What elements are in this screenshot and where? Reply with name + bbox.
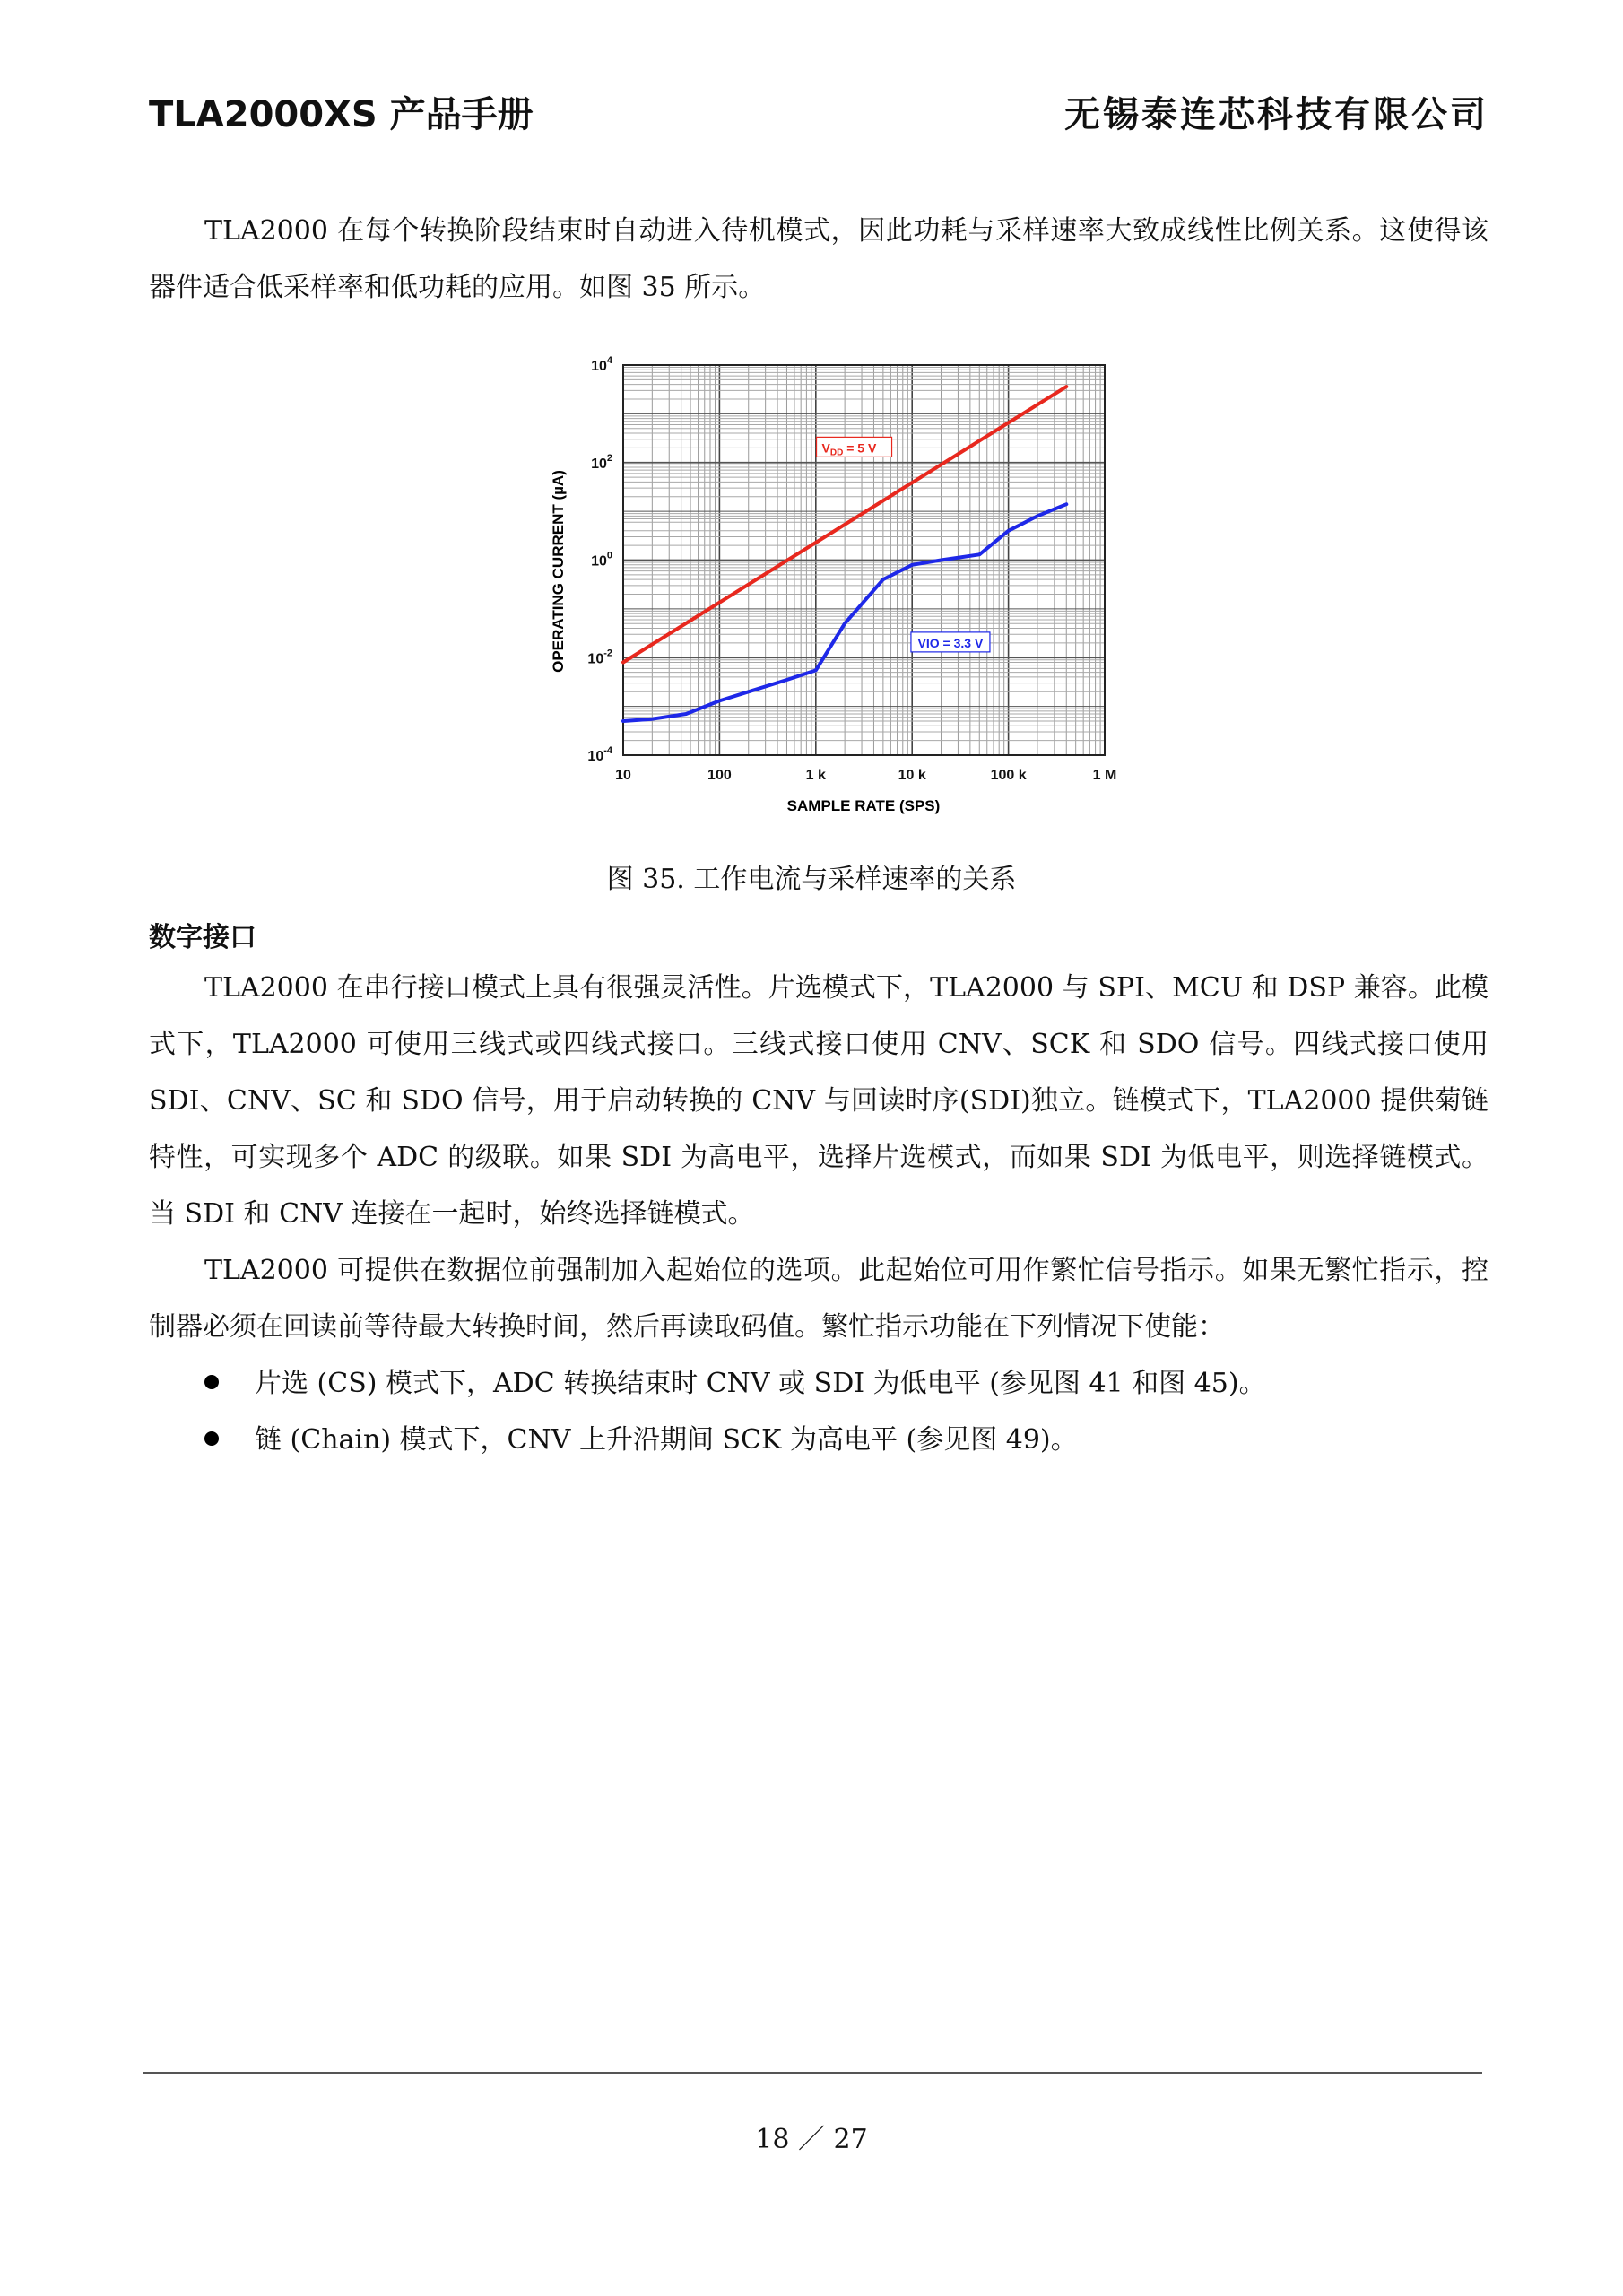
y-tick-label: $10^4$: [591, 355, 612, 374]
y-tick-label: $10^{-2}$: [587, 648, 612, 667]
x-tick-label: 100 k: [990, 768, 1027, 783]
y-tick-label: $10^{-4}$: [587, 745, 612, 764]
section-paragraph-2: TLA2000 可提供在数据位前强制加入起始位的选项。此起始位可用作繁忙信号指示。如果无繁忙指示，控制器必须在回读前等待最大转换时间，然后再读取码值。繁忙指示功能在下列情况下使能：: [149, 1255, 1488, 1343]
bullet-text: 链 (Chain) 模式下，CNV 上升沿期间 SCK 为高电平 (参见图 49)。: [255, 1424, 1078, 1456]
series-label-text: $V_{DD} = 5$ V: [821, 440, 877, 458]
x-tick-label: 10: [615, 768, 631, 783]
section-title: 数字接口: [149, 922, 256, 953]
chart-grid: [623, 365, 1105, 755]
series-label-text: VIO = 3.3 V: [917, 635, 984, 650]
x-tick-label: 1 M: [1092, 768, 1117, 783]
bullet-item: [204, 1412, 1078, 1468]
figure-caption: 图 35. 工作电流与采样速率的关系: [606, 864, 1017, 895]
intro-paragraph: TLA2000 在每个转换阶段结束时自动进入待机模式，因此功耗与采样速率大致成线性比例关系。这使得该器件适合低采样率和低功耗的应用。如图 35 所示。: [149, 215, 1488, 303]
series-label-vio: [911, 632, 990, 652]
y-tick-label: $10^2$: [591, 452, 612, 472]
chart-x-axis-label: SAMPLE RATE (SPS): [786, 797, 941, 814]
operating-current-chart: [538, 352, 1130, 827]
header-document-title: TLA2000XS 产品手册: [149, 94, 534, 135]
chart-y-axis-label: OPERATING CURRENT (µA): [550, 470, 567, 673]
bullet-text: 片选 (CS) 模式下，ADC 转换结束时 CNV 或 SDI 为低电平 (参见图 41 和图 45)。: [255, 1368, 1266, 1399]
footer-divider: [143, 2072, 1482, 2074]
x-tick-label: 10 k: [898, 768, 926, 783]
bullet-dot-icon: [204, 1431, 219, 1446]
figure-chart: [538, 352, 1130, 827]
bullet-item: [204, 1355, 1266, 1412]
page-number: 18 ／ 27: [755, 2124, 868, 2155]
section-paragraph-1: TLA2000 在串行接口模式上具有很强灵活性。片选模式下，TLA2000 与 SPI、MCU 和 DSP 兼容。此模式下，TLA2000 可使用三线式或四线式接口。三线式接口使用 CNV、SCK 和 SDO 信号。四线式接口使用 SDI、CNV、SC 和 SDO 信号，用于启动转换的 CNV 与回读时序(SDI)独立。链模式下，TLA2000 提供菊链特性，可实现多个 ADC 的级联。如果 SDI 为高电平，选择片选模式，而如果 SDI 为低电平，则选择链模式。当 SDI 和 CNV 连接在一起时，始终选择链模式。: [149, 972, 1488, 1230]
x-tick-label: 1 k: [805, 768, 826, 783]
y-tick-label: $10^0$: [591, 550, 612, 570]
header-company-name: 无锡泰连芯科技有限公司: [1064, 94, 1488, 135]
bullet-dot-icon: [204, 1375, 219, 1389]
x-tick-label: 100: [707, 768, 732, 783]
series-label-vdd: [817, 437, 892, 457]
